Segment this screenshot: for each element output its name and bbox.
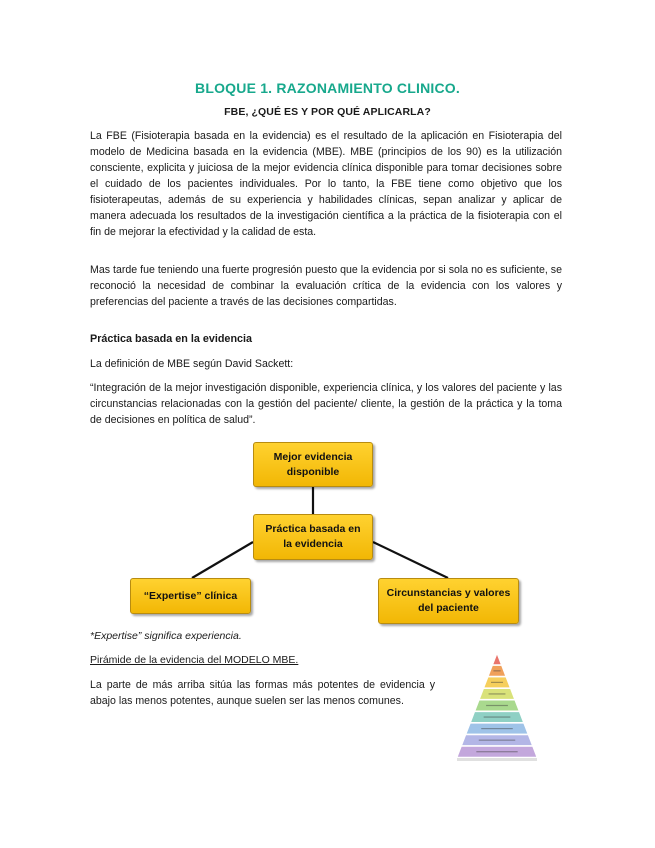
pyramid-shadow [457, 758, 537, 761]
pyramid-level-caption [493, 670, 500, 671]
evidence-pyramid-image [449, 652, 545, 764]
definition-intro: La definición de MBE según David Sackett: [90, 358, 294, 370]
diagram-box-patient-values: Circunstancias y valores del paciente [378, 578, 519, 624]
paragraph-progression: Mas tarde fue teniendo una fuerte progresión puesto que la evidencia por si sola no es suficiente, se reconoció la necesidad de combinar la evaluación crítica de la evidencia con los valores y preferencias del paciente a través de las decisiones compartidas. [90, 264, 562, 308]
pyramid-level-caption [486, 705, 508, 706]
pyramid-level-caption [476, 751, 517, 752]
paragraph-fbe-definition: La FBE (Fisioterapia basada en la evidencia) es el resultado de la aplicación en Fisioterapia del modelo de Medicina basada en la evidencia (MBE). MBE (principios de los 90) es la utilización consciente, explicita y juiciosa de la mejor evidencia clínica disponible para tomar decisiones sobre el cuidado de los pacientes individuales. Por lo tanto, la FBE tiene como objetivo que los fisioterapeutas, además de su experiencia y habilidades clínicas, sepan analizar y aplicar de manera adecuada los resultados de la investigación científica a la práctica de la fisioterapia con el fin de mejorar la efectividad y la calidad de esta. [90, 130, 562, 238]
connector-left [192, 542, 253, 578]
pyramid-level-caption [481, 728, 513, 729]
diagram-box-clinical-expertise: “Expertise” clínica [130, 578, 251, 614]
sackett-quote: “Integración de la mejor investigación disponible, experiencia clínica, y los valores del paciente y las circunstancias relacionadas con la gestión del paciente/ cliente, la gestión de la práctica y la toma de decisiones en política de salud”. [90, 382, 562, 426]
paragraph-pyramid: La parte de más arriba sitúa las formas más potentes de evidencia y abajo las menos potentes, aunque suelen ser las menos comunes. [90, 679, 435, 707]
pyramid-heading-link[interactable]: Pirámide de la evidencia del MODELO MBE. [90, 654, 299, 666]
diagram-box-best-evidence: Mejor evidencia disponible [253, 442, 373, 487]
document-subtitle: FBE, ¿QUÉ ES Y POR QUÉ APLICARLA? [224, 106, 431, 118]
pyramid-level-caption [479, 740, 515, 741]
document-title: BLOQUE 1. RAZONAMIENTO CLINICO. [195, 80, 460, 96]
diagram-box-evidence-practice: Práctica basada en la evidencia [253, 514, 373, 560]
section-heading: Práctica basada en la evidencia [90, 333, 253, 345]
pyramid-level-caption [489, 693, 506, 694]
pyramid-level-caption [491, 682, 503, 683]
connector-right [373, 542, 448, 578]
expertise-note: *Expertise” significa experiencia. [90, 630, 242, 642]
pyramid-level-caption [484, 716, 511, 717]
pyramid-level [493, 654, 501, 665]
